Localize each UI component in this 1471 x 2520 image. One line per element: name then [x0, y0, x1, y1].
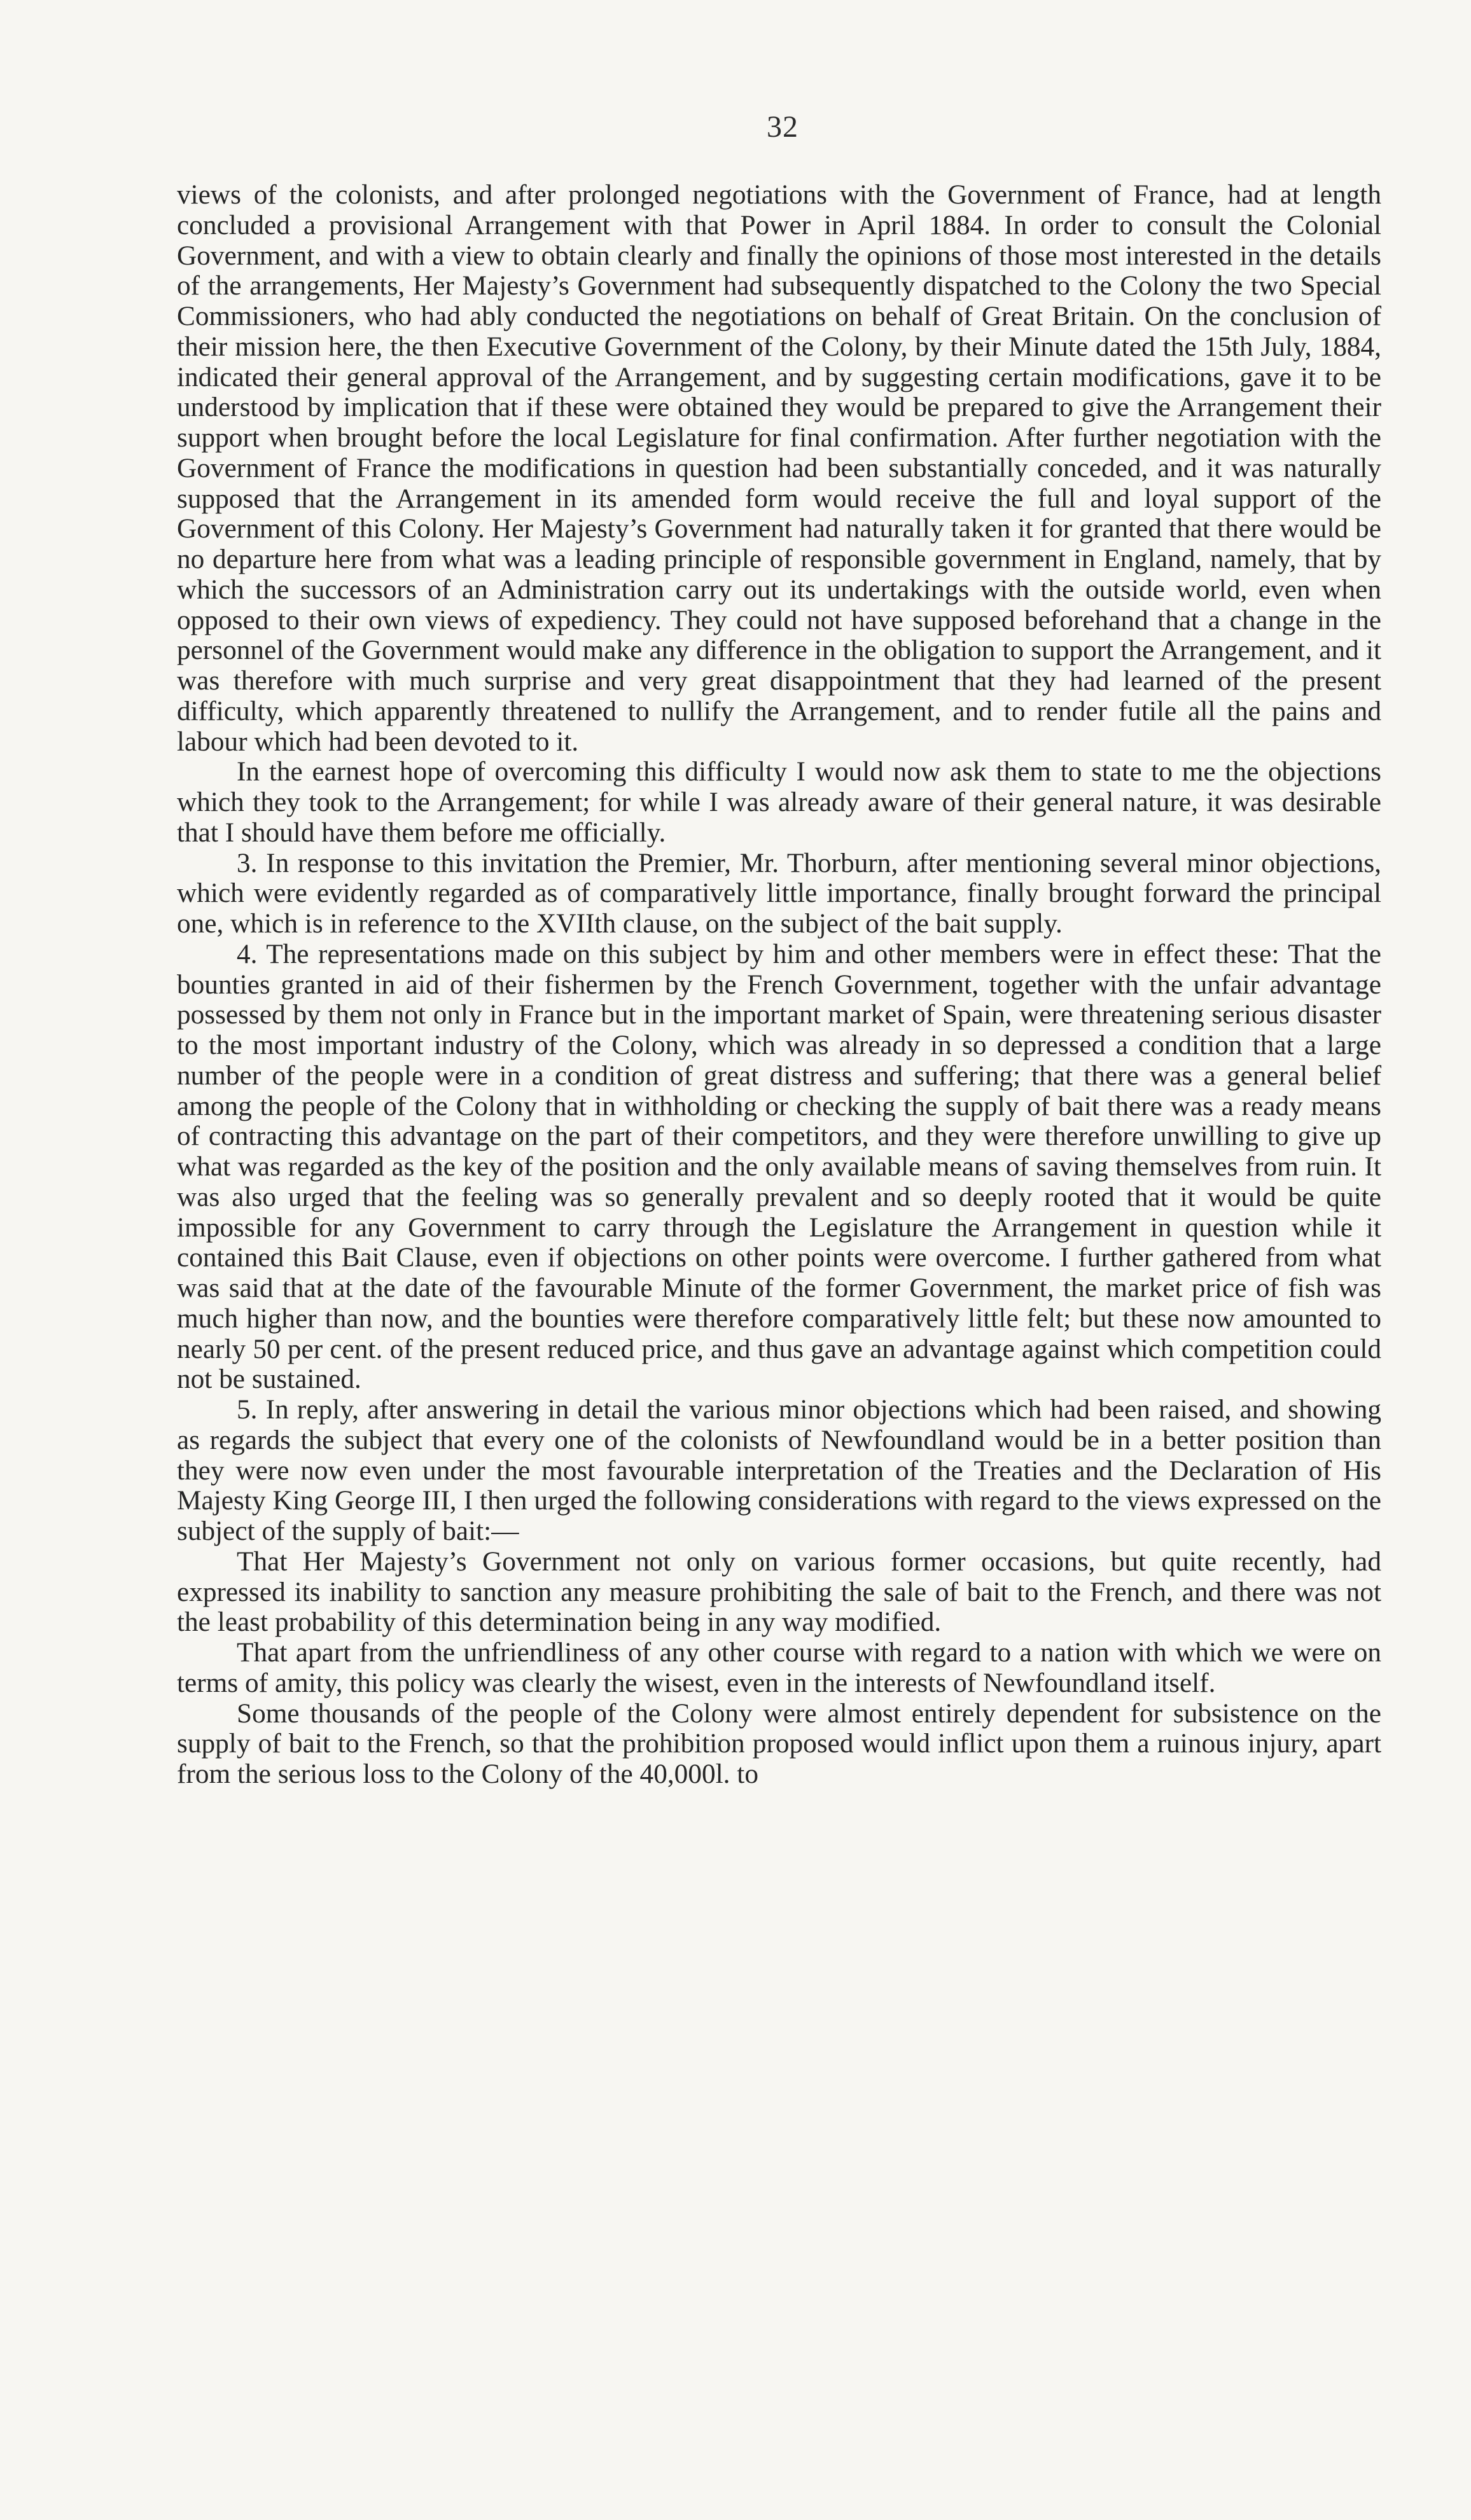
body-text	[177, 180, 1381, 1790]
paragraph-subsistence: Some thousands of the people of the Colony were almost entirely dependent for subsistence on the supply of bait to the French, so that the prohibition proposed would inflict upon them a ruinous injury, apart from the serious loss to the Colony of the 40,000l. to	[177, 1698, 1381, 1789]
paragraph-objections-request: In the earnest hope of overcoming this difficulty I would now ask them to state to me the objections which they took to the Arrangement; for while I was already aware of their general nature, it was desirable that I should have them before me officially.	[177, 756, 1381, 848]
paragraph-government-inability: That Her Majesty’s Government not only on various former occasions, but quite recently, had expressed its inability to sanction any measure prohibiting the sale of bait to the French, and there was not the least probability of this determination being in any way modified.	[177, 1546, 1381, 1638]
paragraph-4-representations: 4. The representations made on this subject by him and other members were in effect these: That the bounties granted in aid of their fishermen by the French Government, together with the unfair advantage possessed by them not only in France but in the important market of Spain, were threatening serious disaster to the most important industry of the Colony, which was already in so depressed a condition that a large number of the people were in a condition of great distress and suffering; that there was a general belief among the people of the Colony that in withholding or checking the supply of bait there was a ready means of contracting this advantage on the part of their competitors, and they were therefore unwilling to give up what was regarded as the key of the position and the only available means of saving themselves from ruin. It was also urged that the feeling was so generally prevalent and so deeply rooted that it would be quite impossible for any Government to carry through the Legislature the Arrangement in question while it contained this Bait Clause, even if objections on other points were overcome. I further gathered from what was said that at the date of the favourable Minute of the former Government, the market price of fish was much higher than now, and the bounties were therefore comparatively little felt; but these now amounted to nearly 50 per cent. of the present reduced price, and thus gave an advantage against which competition could not be sustained.	[177, 938, 1381, 1395]
page-number: 32	[767, 110, 798, 144]
paragraph-continued: views of the colonists, and after prolonged negotiations with the Government of France, had at length concluded a provisional Arrangement with that Power in April 1884. In order to consult the Colonial Government, and with a view to obtain clearly and finally the opinions of those most interested in the details of the arrangements, Her Majesty’s Government had subsequently dispatched to the Colony the two Special Commissioners, who had ably conducted the negotiations on behalf of Great Britain. On the conclusion of their mission here, the then Executive Government of the Colony, by their Minute dated the 15th July, 1884, indicated their general approval of the Arrangement, and by suggesting certain modifications, gave it to be understood by implication that if these were obtained they would be prepared to give the Arrangement their support when brought before the local Legislature for final confirmation. After further negotiation with the Government of France the modifications in question had been substantially conceded, and it was naturally supposed that the Arrangement in its amended form would receive the full and loyal support of the Government of this Colony. Her Majesty’s Government had naturally taken it for granted that there would be no departure here from what was a leading principle of responsible government in England, namely, that by which the successors of an Administration carry out its undertakings with the outside world, even when opposed to their own views of expediency. They could not have supposed beforehand that a change in the personnel of the Government would make any difference in the obligation to support the Arrangement, and it was therefore with much surprise and very great disappointment that they had learned of the present difficulty, which apparently threatened to nullify the Arrangement, and to render futile all the pains and labour which had been devoted to it.	[177, 179, 1381, 757]
paragraph-3-premier-response: 3. In response to this invitation the Premier, Mr. Thorburn, after mentioning several minor objections, which were evidently regarded as of comparatively little importance, finally brought forward the principal one, which is in reference to the XVIIth clause, on the subject of the bait supply.	[177, 847, 1381, 939]
paragraph-policy-wisest: That apart from the unfriendliness of any other course with regard to a nation with which we were on terms of amity, this policy was clearly the wisest, even in the interests of Newfoundland itself.	[177, 1637, 1381, 1698]
paragraph-5-reply: 5. In reply, after answering in detail the various minor objections which had been raised, and showing as regards the subject that every one of the colonists of Newfoundland would be in a better position than they were now even under the most favourable interpretation of the Treaties and the Declaration of His Majesty King George III, I then urged the following considerations with regard to the views expressed on the subject of the supply of bait:—	[177, 1394, 1381, 1546]
